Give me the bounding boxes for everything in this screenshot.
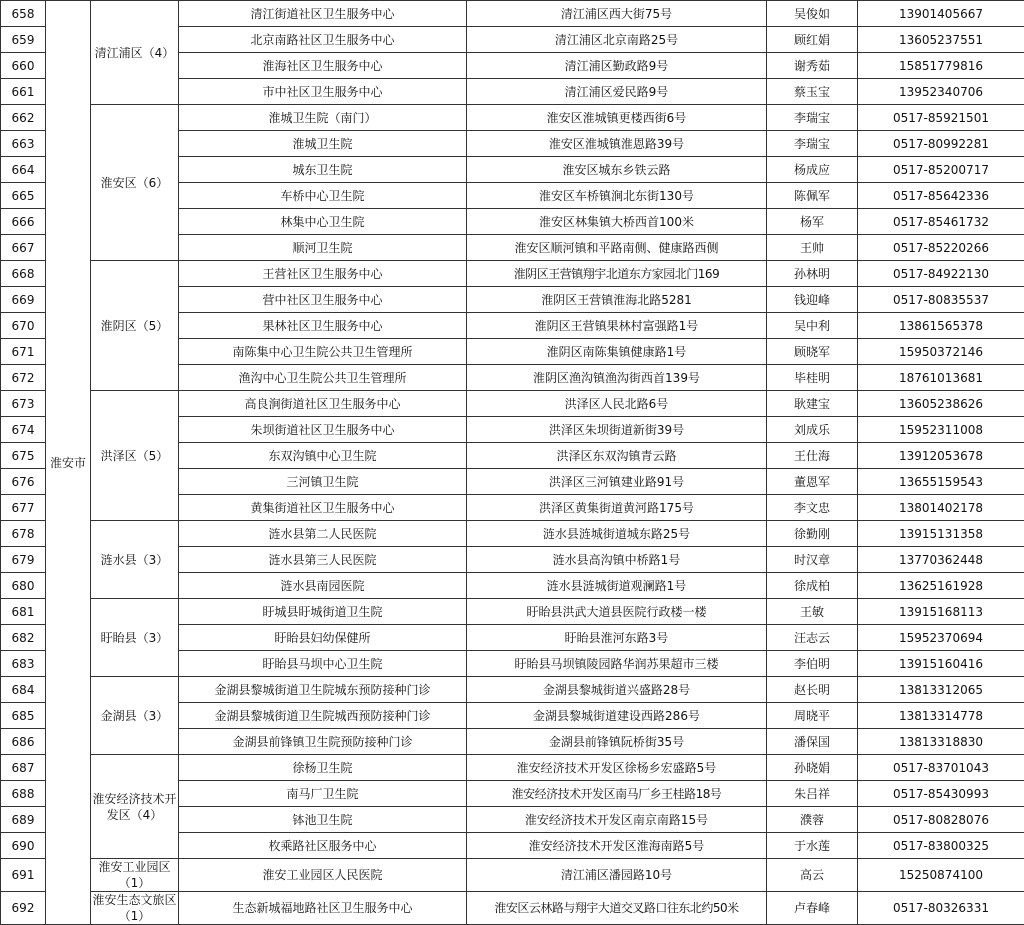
address: 盱眙县淮河东路3号 bbox=[467, 625, 767, 651]
row-number: 672 bbox=[1, 365, 46, 391]
district-cell: 淮安经济技术开发区（4） bbox=[91, 755, 179, 859]
row-number: 676 bbox=[1, 469, 46, 495]
row-number: 692 bbox=[1, 892, 46, 925]
organization-name: 城东卫生院 bbox=[179, 157, 467, 183]
phone-number: 0517-80326331 bbox=[858, 892, 1024, 925]
address: 洪泽区黄集街道黄河路175号 bbox=[467, 495, 767, 521]
organization-name: 金湖县前锋镇卫生院预防接种门诊 bbox=[179, 729, 467, 755]
organization-name: 涟水县第二人民医院 bbox=[179, 521, 467, 547]
organization-name: 王营社区卫生服务中心 bbox=[179, 261, 467, 287]
organization-name: 顺河卫生院 bbox=[179, 235, 467, 261]
row-number: 669 bbox=[1, 287, 46, 313]
contact-person: 周晓平 bbox=[767, 703, 858, 729]
contact-person: 蔡玉宝 bbox=[767, 79, 858, 105]
organization-name: 市中社区卫生服务中心 bbox=[179, 79, 467, 105]
contact-person: 于水莲 bbox=[767, 833, 858, 859]
district-cell: 涟水县（3） bbox=[91, 521, 179, 599]
address: 淮阴区王营镇果林村富强路1号 bbox=[467, 313, 767, 339]
contact-person: 谢秀茹 bbox=[767, 53, 858, 79]
phone-number: 13912053678 bbox=[858, 443, 1024, 469]
organization-name: 淮城卫生院 bbox=[179, 131, 467, 157]
district-cell: 淮阴区（5） bbox=[91, 261, 179, 391]
contact-person: 李瑞宝 bbox=[767, 131, 858, 157]
row-number: 682 bbox=[1, 625, 46, 651]
phone-number: 0517-85461732 bbox=[858, 209, 1024, 235]
phone-number: 13861565378 bbox=[858, 313, 1024, 339]
address: 金湖县黎城街道建设西路286号 bbox=[467, 703, 767, 729]
contact-person: 耿建宝 bbox=[767, 391, 858, 417]
contact-person: 杨成应 bbox=[767, 157, 858, 183]
contact-person: 徐成柏 bbox=[767, 573, 858, 599]
phone-number: 15952311008 bbox=[858, 417, 1024, 443]
phone-number: 0517-80835537 bbox=[858, 287, 1024, 313]
phone-number: 13655159543 bbox=[858, 469, 1024, 495]
contact-person: 濮蓉 bbox=[767, 807, 858, 833]
contact-person: 李瑞宝 bbox=[767, 105, 858, 131]
organization-name: 枚乘路社区服务中心 bbox=[179, 833, 467, 859]
row-number: 685 bbox=[1, 703, 46, 729]
phone-number: 13605238626 bbox=[858, 391, 1024, 417]
row-number: 660 bbox=[1, 53, 46, 79]
address: 淮安区林集镇大桥西首100米 bbox=[467, 209, 767, 235]
table-row bbox=[1, 521, 1024, 547]
address: 淮阴区渔沟镇渔沟街西首139号 bbox=[467, 365, 767, 391]
address: 金湖县黎城街道兴盛路28号 bbox=[467, 677, 767, 703]
address: 淮安经济技术开发区南马厂乡王桂路18号 bbox=[467, 781, 767, 807]
district-cell: 金湖县（3） bbox=[91, 677, 179, 755]
district-cell: 淮安区（6） bbox=[91, 105, 179, 261]
organization-name: 淮海社区卫生服务中心 bbox=[179, 53, 467, 79]
contact-person: 徐勤刚 bbox=[767, 521, 858, 547]
contact-person: 潘保国 bbox=[767, 729, 858, 755]
organization-name: 南马厂卫生院 bbox=[179, 781, 467, 807]
address: 盱眙县洪武大道县医院行政楼一楼 bbox=[467, 599, 767, 625]
phone-number: 13915168113 bbox=[858, 599, 1024, 625]
organization-name: 盱眙县马坝中心卫生院 bbox=[179, 651, 467, 677]
phone-number: 15250874100 bbox=[858, 859, 1024, 892]
phone-number: 0517-85430993 bbox=[858, 781, 1024, 807]
contact-person: 吴中利 bbox=[767, 313, 858, 339]
row-number: 671 bbox=[1, 339, 46, 365]
row-number: 688 bbox=[1, 781, 46, 807]
phone-number: 13952340706 bbox=[858, 79, 1024, 105]
row-number: 679 bbox=[1, 547, 46, 573]
table-row bbox=[1, 599, 1024, 625]
row-number: 667 bbox=[1, 235, 46, 261]
phone-number: 15952370694 bbox=[858, 625, 1024, 651]
address: 淮安区淮城镇更楼西街6号 bbox=[467, 105, 767, 131]
organization-name: 徐杨卫生院 bbox=[179, 755, 467, 781]
organization-name: 果林社区卫生服务中心 bbox=[179, 313, 467, 339]
organization-name: 淮城卫生院（南门） bbox=[179, 105, 467, 131]
organization-name: 涟水县南园医院 bbox=[179, 573, 467, 599]
organization-name: 盱眙县妇幼保健所 bbox=[179, 625, 467, 651]
address: 洪泽区人民北路6号 bbox=[467, 391, 767, 417]
phone-number: 0517-80828076 bbox=[858, 807, 1024, 833]
address: 清江浦区勤政路9号 bbox=[467, 53, 767, 79]
table-row bbox=[1, 892, 1024, 925]
address: 金湖县前锋镇阮桥街35号 bbox=[467, 729, 767, 755]
address: 清江浦区爱民路9号 bbox=[467, 79, 767, 105]
district-cell: 淮安工业园区（1） bbox=[91, 859, 179, 892]
organization-name: 金湖县黎城街道卫生院城东预防接种门诊 bbox=[179, 677, 467, 703]
contact-person: 李文忠 bbox=[767, 495, 858, 521]
contact-person: 顾晓军 bbox=[767, 339, 858, 365]
table-row bbox=[1, 105, 1024, 131]
address: 洪泽区东双沟镇青云路 bbox=[467, 443, 767, 469]
organization-name: 高良涧街道社区卫生服务中心 bbox=[179, 391, 467, 417]
row-number: 670 bbox=[1, 313, 46, 339]
address: 淮阴区南陈集镇健康路1号 bbox=[467, 339, 767, 365]
phone-number: 15950372146 bbox=[858, 339, 1024, 365]
address: 淮安经济技术开发区南京南路15号 bbox=[467, 807, 767, 833]
organization-name: 淮安工业园区人民医院 bbox=[179, 859, 467, 892]
row-number: 690 bbox=[1, 833, 46, 859]
organization-name: 北京南路社区卫生服务中心 bbox=[179, 27, 467, 53]
address: 淮安经济技术开发区淮海南路5号 bbox=[467, 833, 767, 859]
address: 淮安区云林路与翔宇大道交叉路口往东北约50米 bbox=[467, 892, 767, 925]
phone-number: 0517-85642336 bbox=[858, 183, 1024, 209]
address: 清江浦区北京南路25号 bbox=[467, 27, 767, 53]
address: 盱眙县马坝镇陵园路华润苏果超市三楼 bbox=[467, 651, 767, 677]
address: 淮安区顺河镇和平路南侧、健康路西侧 bbox=[467, 235, 767, 261]
organization-name: 车桥中心卫生院 bbox=[179, 183, 467, 209]
address: 洪泽区朱坝街道新街39号 bbox=[467, 417, 767, 443]
table-row bbox=[1, 677, 1024, 703]
address: 淮阴区王营镇淮海北路5281 bbox=[467, 287, 767, 313]
row-number: 666 bbox=[1, 209, 46, 235]
district-cell: 淮安生态文旅区（1） bbox=[91, 892, 179, 925]
organization-name: 营中社区卫生服务中心 bbox=[179, 287, 467, 313]
row-number: 689 bbox=[1, 807, 46, 833]
row-number: 684 bbox=[1, 677, 46, 703]
row-number: 662 bbox=[1, 105, 46, 131]
address: 洪泽区三河镇建业路91号 bbox=[467, 469, 767, 495]
address: 清江浦区潘园路10号 bbox=[467, 859, 767, 892]
organization-name: 生态新城福地路社区卫生服务中心 bbox=[179, 892, 467, 925]
address: 涟水县涟城街道城东路25号 bbox=[467, 521, 767, 547]
row-number: 678 bbox=[1, 521, 46, 547]
row-number: 687 bbox=[1, 755, 46, 781]
organization-name: 钵池卫生院 bbox=[179, 807, 467, 833]
phone-number: 13770362448 bbox=[858, 547, 1024, 573]
contact-person: 赵长明 bbox=[767, 677, 858, 703]
contact-person: 陈佩军 bbox=[767, 183, 858, 209]
phone-number: 13813312065 bbox=[858, 677, 1024, 703]
contact-person: 孙晓娟 bbox=[767, 755, 858, 781]
phone-number: 13915131358 bbox=[858, 521, 1024, 547]
table-row bbox=[1, 755, 1024, 781]
address: 淮安区淮城镇淮恩路39号 bbox=[467, 131, 767, 157]
address: 涟水县高沟镇中桥路1号 bbox=[467, 547, 767, 573]
contact-person: 杨军 bbox=[767, 209, 858, 235]
phone-number: 0517-85200717 bbox=[858, 157, 1024, 183]
district-cell: 清江浦区（4） bbox=[91, 1, 179, 105]
row-number: 673 bbox=[1, 391, 46, 417]
address: 清江浦区西大街75号 bbox=[467, 1, 767, 27]
row-number: 674 bbox=[1, 417, 46, 443]
contact-person: 汪志云 bbox=[767, 625, 858, 651]
organization-name: 盱城县盱城街道卫生院 bbox=[179, 599, 467, 625]
contact-person: 董恩军 bbox=[767, 469, 858, 495]
organization-name: 黄集街道社区卫生服务中心 bbox=[179, 495, 467, 521]
organization-name: 涟水县第三人民医院 bbox=[179, 547, 467, 573]
organization-name: 林集中心卫生院 bbox=[179, 209, 467, 235]
row-number: 663 bbox=[1, 131, 46, 157]
organization-name: 清江街道社区卫生服务中心 bbox=[179, 1, 467, 27]
row-number: 686 bbox=[1, 729, 46, 755]
row-number: 665 bbox=[1, 183, 46, 209]
organization-name: 朱坝街道社区卫生服务中心 bbox=[179, 417, 467, 443]
phone-number: 0517-85220266 bbox=[858, 235, 1024, 261]
contact-person: 孙林明 bbox=[767, 261, 858, 287]
row-number: 668 bbox=[1, 261, 46, 287]
contact-person: 刘成乐 bbox=[767, 417, 858, 443]
phone-number: 0517-83701043 bbox=[858, 755, 1024, 781]
district-cell: 盱眙县（3） bbox=[91, 599, 179, 677]
phone-number: 13605237551 bbox=[858, 27, 1024, 53]
address: 淮安区车桥镇涧北东街130号 bbox=[467, 183, 767, 209]
address: 涟水县涟城街道观澜路1号 bbox=[467, 573, 767, 599]
row-number: 675 bbox=[1, 443, 46, 469]
phone-number: 0517-84922130 bbox=[858, 261, 1024, 287]
contact-person: 吴俊如 bbox=[767, 1, 858, 27]
table-row bbox=[1, 859, 1024, 892]
row-number: 658 bbox=[1, 1, 46, 27]
row-number: 681 bbox=[1, 599, 46, 625]
contact-person: 卢春峰 bbox=[767, 892, 858, 925]
organization-name: 金湖县黎城街道卫生院城西预防接种门诊 bbox=[179, 703, 467, 729]
table-body bbox=[1, 1, 1024, 925]
organization-name: 东双沟镇中心卫生院 bbox=[179, 443, 467, 469]
table-row bbox=[1, 1, 1024, 27]
row-number: 691 bbox=[1, 859, 46, 892]
contact-person: 王敏 bbox=[767, 599, 858, 625]
row-number: 680 bbox=[1, 573, 46, 599]
address: 淮阴区王营镇翔宇北道东方家园北门169 bbox=[467, 261, 767, 287]
phone-number: 0517-85921501 bbox=[858, 105, 1024, 131]
phone-number: 13813318830 bbox=[858, 729, 1024, 755]
address: 淮安经济技术开发区徐杨乡宏盛路5号 bbox=[467, 755, 767, 781]
phone-number: 15851779816 bbox=[858, 53, 1024, 79]
phone-number: 18761013681 bbox=[858, 365, 1024, 391]
organization-name: 南陈集中心卫生院公共卫生管理所 bbox=[179, 339, 467, 365]
table-row bbox=[1, 261, 1024, 287]
contact-person: 王帅 bbox=[767, 235, 858, 261]
table-row bbox=[1, 391, 1024, 417]
contact-person: 毕桂明 bbox=[767, 365, 858, 391]
phone-number: 13801402178 bbox=[858, 495, 1024, 521]
contact-person: 高云 bbox=[767, 859, 858, 892]
address: 淮安区城东乡铁云路 bbox=[467, 157, 767, 183]
city-cell: 淮安市 bbox=[46, 1, 91, 925]
row-number: 677 bbox=[1, 495, 46, 521]
phone-number: 13625161928 bbox=[858, 573, 1024, 599]
contact-person: 顾红娟 bbox=[767, 27, 858, 53]
contact-person: 时汉章 bbox=[767, 547, 858, 573]
contact-person: 李伯明 bbox=[767, 651, 858, 677]
organization-name: 三河镇卫生院 bbox=[179, 469, 467, 495]
row-number: 664 bbox=[1, 157, 46, 183]
row-number: 659 bbox=[1, 27, 46, 53]
organization-name: 渔沟中心卫生院公共卫生管理所 bbox=[179, 365, 467, 391]
contact-person: 钱迎峰 bbox=[767, 287, 858, 313]
contact-person: 朱吕祥 bbox=[767, 781, 858, 807]
row-number: 683 bbox=[1, 651, 46, 677]
phone-number: 13813314778 bbox=[858, 703, 1024, 729]
contact-person: 王仕海 bbox=[767, 443, 858, 469]
phone-number: 13915160416 bbox=[858, 651, 1024, 677]
phone-number: 0517-83800325 bbox=[858, 833, 1024, 859]
row-number: 661 bbox=[1, 79, 46, 105]
phone-number: 0517-80992281 bbox=[858, 131, 1024, 157]
phone-number: 13901405667 bbox=[858, 1, 1024, 27]
district-cell: 洪泽区（5） bbox=[91, 391, 179, 521]
